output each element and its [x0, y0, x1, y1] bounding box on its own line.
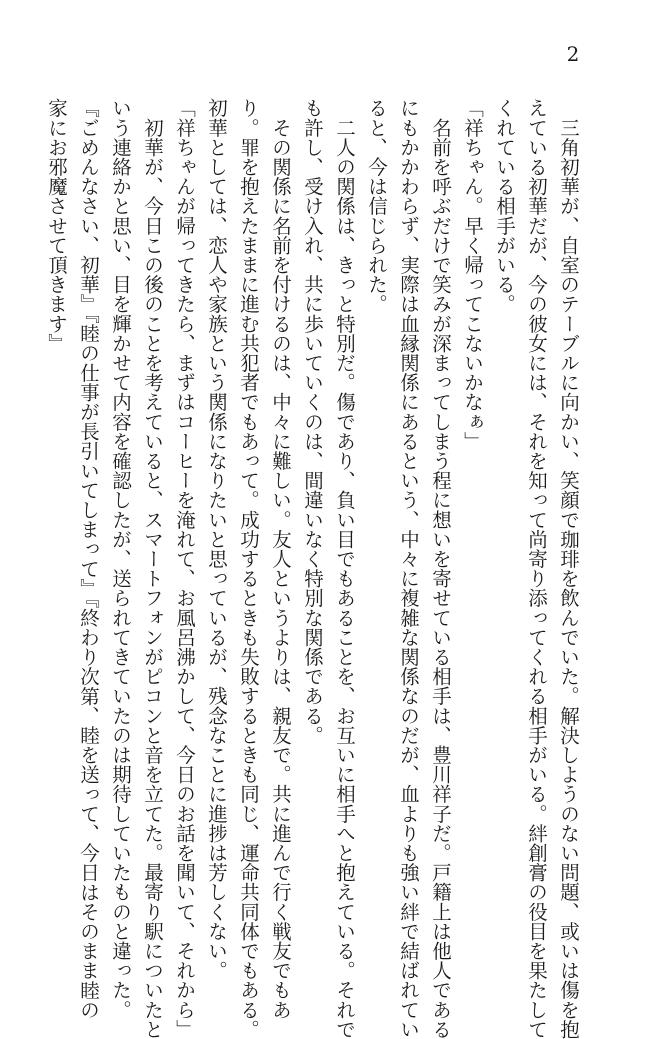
- text-line: も許し、受け入れ、共に歩いていくのは、間違いなく特別な関係である。: [301, 98, 324, 745]
- text-line: ると、今は信じられた。: [365, 98, 388, 314]
- text-line: 二人の関係は、きっと特別だ。傷であり、負い目でもあることを、お互いに相手へと抱えている。それで: [333, 98, 356, 1039]
- text-line: り。罪を抱えたままに進む共犯者でもあって。成功するときも失敗するときも同じ、運命共同体でもある。: [237, 98, 260, 1039]
- page-number: 2: [566, 42, 580, 66]
- text-line: 家にお邪魔させて頂きます』: [45, 98, 68, 353]
- text-line: にもかかわらず、実際は血縁関係にあるという、中々に複雑な関係なのだが、血よりも強い絆で結ばれてい: [397, 98, 420, 1039]
- text-line: 「祥ちゃんが帰ってきたら、まずはコーヒーを淹れて、お風呂沸かして、今日のお話を聞いて、それから」: [173, 98, 196, 1039]
- text-line: 初華としては、恋人や家族という関係になりたいと思っているが、残念なことに進捗は芳しくない。: [205, 98, 228, 980]
- body-text: [45, 98, 584, 1039]
- text-line: 『ごめんなさい、初華』『睦の仕事が長引いてしまって』『終わり次第、睦を送って、今日はそのまま睦の: [77, 98, 100, 1020]
- text-line: 「祥ちゃん。早く帰ってこないかなぁ」: [461, 98, 484, 451]
- text-line: 三角初華が、自室のテーブルに向かい、笑顔で珈琲を飲んでいた。解決しようのない問題、或いは傷を抱: [557, 98, 580, 1039]
- text-line: いう連絡かと思い、目を輝かせて内容を確認したが、送られてきていたのは期待していたものと違った。: [109, 98, 132, 1020]
- text-line: 名前を呼ぶだけで笑みが深まってしまう程に想いを寄せている相手は、豊川祥子だ。戸籍上は他人である: [429, 98, 452, 1039]
- text-line: くれている相手がいる。: [493, 98, 516, 314]
- text-line: えている初華だが、今の彼女には、それを知って尚寄り添ってくれる相手がいる。絆創膏の役目を果たして: [525, 98, 548, 1039]
- text-line: その関係に名前を付けるのは、中々に難しい。友人というよりは、親友で。共に進んで行く戦友でもあ: [269, 98, 292, 1020]
- text-line: 初華が、今日この後のことを考えていると、スマートフォンがピコンと音を立てた。最寄り駅についたと: [141, 98, 164, 1039]
